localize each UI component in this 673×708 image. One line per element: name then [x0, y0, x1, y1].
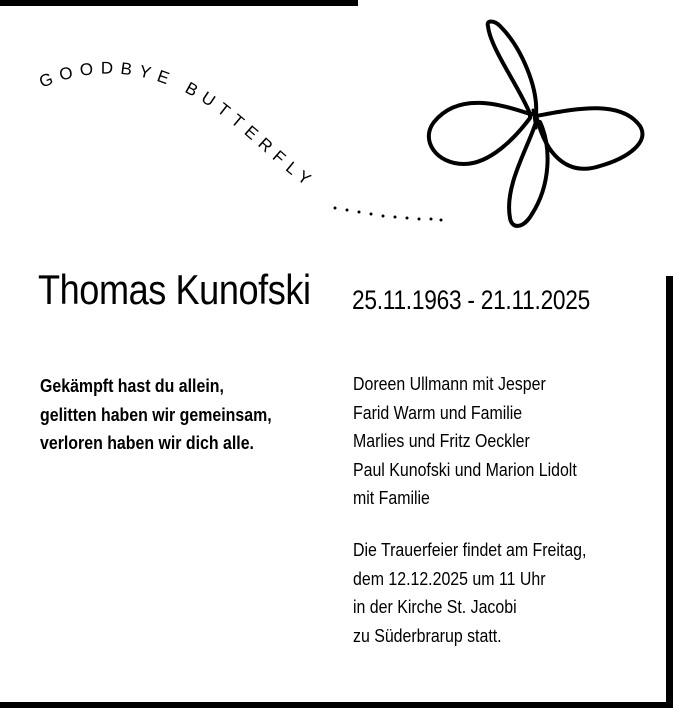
- verse-line: verloren haben wir dich alle.: [40, 432, 254, 453]
- mourners-block: [353, 370, 577, 513]
- mourner-line: mit Familie: [353, 487, 430, 508]
- mourner-line: Farid Warm und Familie: [353, 401, 523, 423]
- frame-bottom-border: [0, 702, 673, 708]
- funeral-line: zu Süderbrarup statt.: [353, 624, 502, 646]
- deceased-name: Thomas Kunofski: [38, 266, 311, 313]
- mourner-line: Paul Kunofski und Marion Lidolt: [353, 458, 577, 480]
- funeral-line: dem 12.12.2025 um 11 Uhr: [353, 567, 546, 589]
- frame-right-border: [666, 276, 673, 708]
- mourner-line: Doreen Ullmann mit Jesper: [353, 373, 546, 394]
- funeral-line: Die Trauerfeier findet am Freitag,: [353, 539, 587, 560]
- verse-block: [40, 372, 272, 458]
- funeral-line: in der Kirche St. Jacobi: [353, 596, 517, 617]
- life-dates: 25.11.1963 - 21.11.2025: [352, 285, 591, 315]
- mourner-line: Marlies und Fritz Oeckler: [353, 430, 530, 451]
- motto-text: GOODBYE BUTTERFLY: [36, 58, 320, 193]
- svg-text:GOODBYE BUTTERFLY: [37, 58, 320, 192]
- butterfly-outline-icon: [420, 18, 650, 238]
- funeral-info-block: [353, 536, 586, 650]
- verse-line: Gekämpft hast du allein,: [40, 375, 224, 396]
- verse-line: gelitten haben wir gemeinsam,: [40, 403, 272, 425]
